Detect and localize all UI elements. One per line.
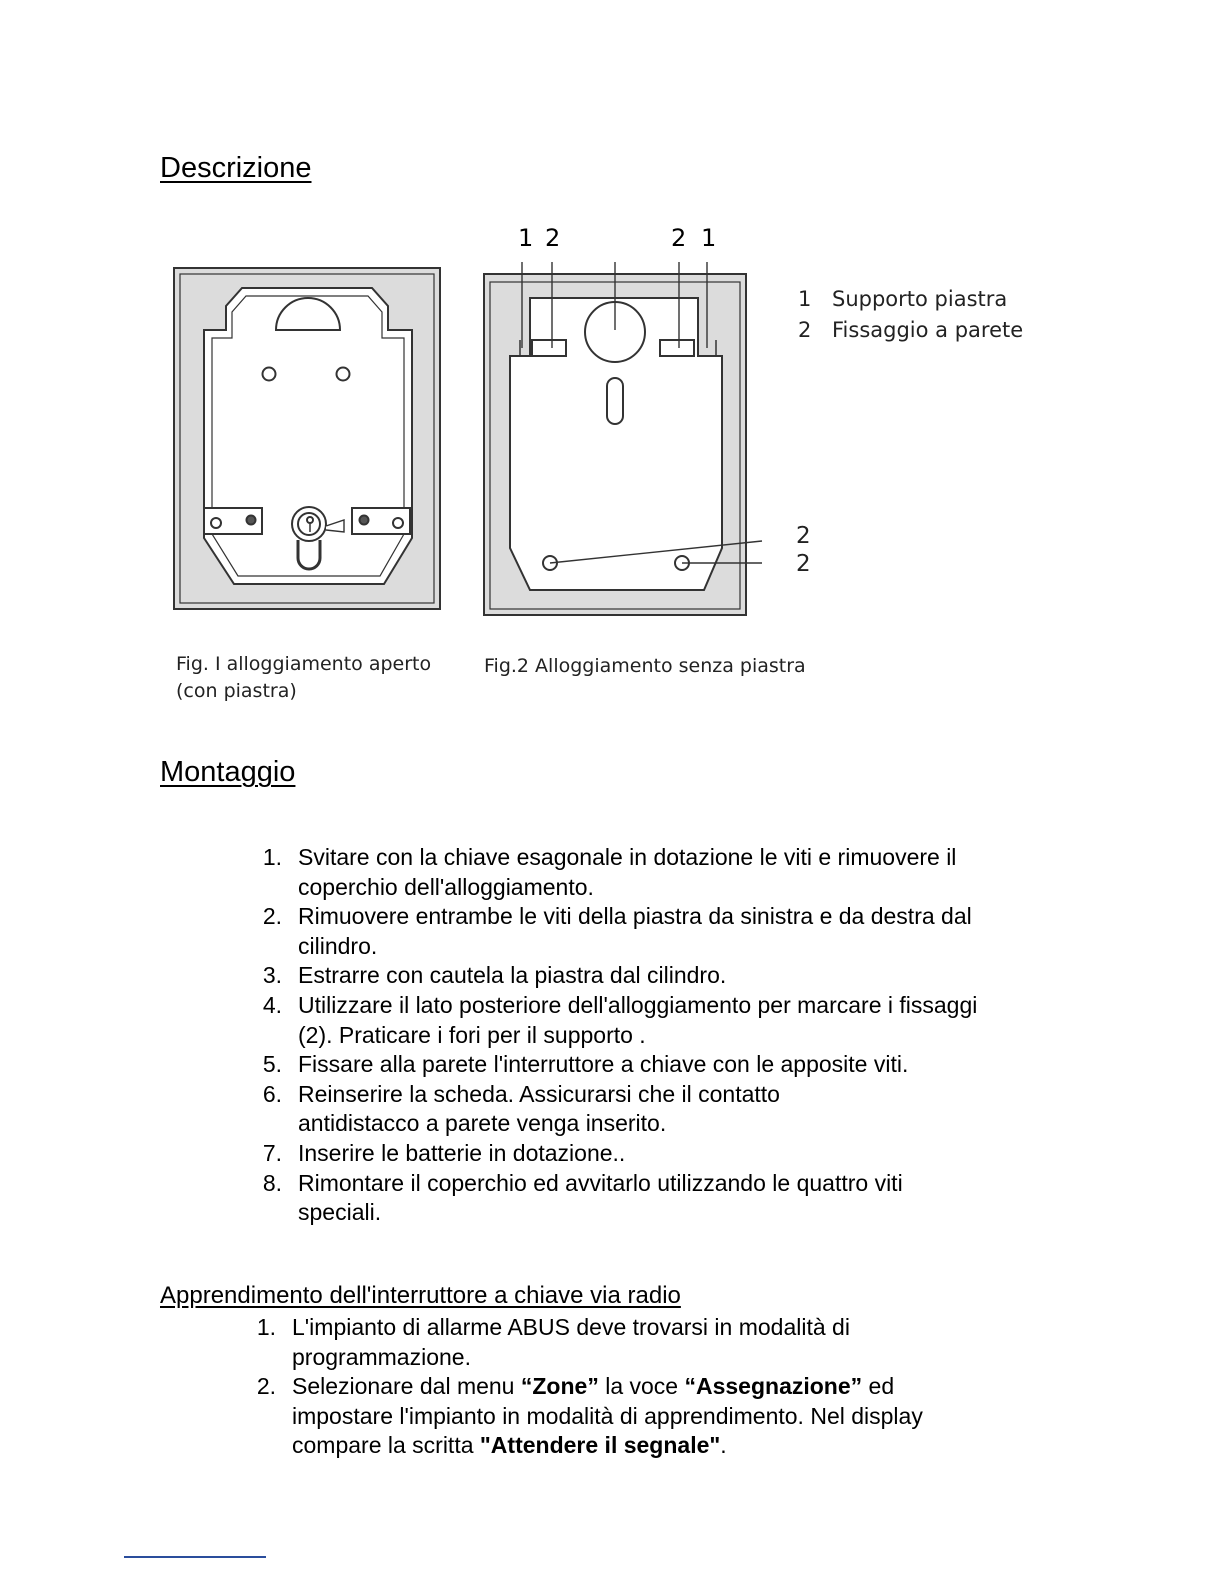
list-item <box>250 1169 990 1228</box>
list-item <box>250 961 990 991</box>
step-number: 2. <box>262 903 282 930</box>
step-text: Reinserire la scheda. Assicurarsi che il contatto antidistacco a parete venga inserito. <box>298 1080 780 1137</box>
menu-assegnazione-label: “Assegnazione” <box>684 1373 863 1400</box>
legend-item-1 <box>798 287 1007 311</box>
step-text: Rimuovere entrambe le viti della piastra da sinistra e da destra dal cilindro. <box>298 903 972 959</box>
step-text: L'impianto di allarme ABUS deve trovarsi in modalità di programmazione. <box>292 1314 850 1370</box>
list-item <box>250 902 990 961</box>
list-item <box>250 1139 990 1169</box>
caption-line: (con piastra) <box>176 680 297 702</box>
list-item <box>250 843 990 902</box>
step-text <box>292 1373 923 1458</box>
step-number: 6. <box>262 1080 282 1107</box>
figure-1-caption <box>176 651 431 705</box>
callout-1-left: 1 <box>518 224 534 252</box>
section-title-apprendimento: Apprendimento dell'interruttore a chiave via radio <box>160 1282 681 1309</box>
step-number: 3. <box>262 962 282 989</box>
step-text: Rimontare il coperchio ed avvitarlo utilizzando le quattro viti speciali. <box>298 1169 903 1226</box>
step-number: 1. <box>256 1314 276 1340</box>
list-item <box>250 1080 990 1139</box>
step-text: Estrarre con cautela la piastra dal cilindro. <box>298 962 727 989</box>
text-run: la voce <box>598 1373 685 1400</box>
list-item <box>244 1372 984 1461</box>
apprendimento-steps-list <box>244 1313 984 1461</box>
step-number: 1. <box>262 844 282 870</box>
legend-num: 1 <box>798 287 812 311</box>
step-number: 8. <box>262 1169 282 1196</box>
side-callout-2-lower: 2 <box>796 551 811 577</box>
callout-2-left: 2 <box>545 224 561 252</box>
caption-line: Fig. I alloggiamento aperto <box>176 653 432 675</box>
list-item <box>250 1050 990 1080</box>
callout-1-right: 1 <box>701 224 717 252</box>
text-run: . <box>720 1432 727 1459</box>
step-text: Inserire le batterie in dotazione.. <box>298 1139 626 1166</box>
legend-text: Supporto piastra <box>832 287 1008 311</box>
section-title-montaggio: Montaggio <box>160 756 296 788</box>
step-number: 7. <box>262 1139 282 1166</box>
step-text: Fissare alla parete l'interruttore a chiave con le apposite viti. <box>298 1051 909 1078</box>
step-text: Utilizzare il lato posteriore dell'alloggiamento per marcare i fissaggi (2). Praticare i fori per il supporto . <box>298 991 978 1048</box>
legend-text: Fissaggio a parete <box>832 318 1024 342</box>
footnote-separator <box>124 1556 266 1558</box>
menu-zone-label: “Zone” <box>520 1373 599 1400</box>
montaggio-steps-list <box>250 843 990 1228</box>
legend-item-2 <box>798 318 1023 342</box>
step-text: Svitare con la chiave esagonale in dotazione le viti e rimuovere il coperchio dell'alloggiamento. <box>298 844 957 900</box>
section-title-descrizione: Descrizione <box>160 152 312 184</box>
step-number: 2. <box>256 1373 276 1400</box>
side-callout-2-upper: 2 <box>796 523 811 549</box>
list-item <box>250 991 990 1050</box>
step-number: 4. <box>262 991 282 1018</box>
legend-num: 2 <box>798 318 812 342</box>
text-run: ed impostare l'impianto in modalità di apprendimento. Nel display compare la scritta <box>292 1373 923 1459</box>
figure-2-caption: Fig.2 Alloggiamento senza piastra <box>484 655 806 677</box>
step-number: 5. <box>262 1051 282 1078</box>
list-item <box>244 1313 984 1372</box>
callout-2-right: 2 <box>671 224 687 252</box>
text-run: Selezionare dal menu <box>292 1373 521 1400</box>
display-message-label: "Attendere il segnale" <box>479 1432 721 1459</box>
